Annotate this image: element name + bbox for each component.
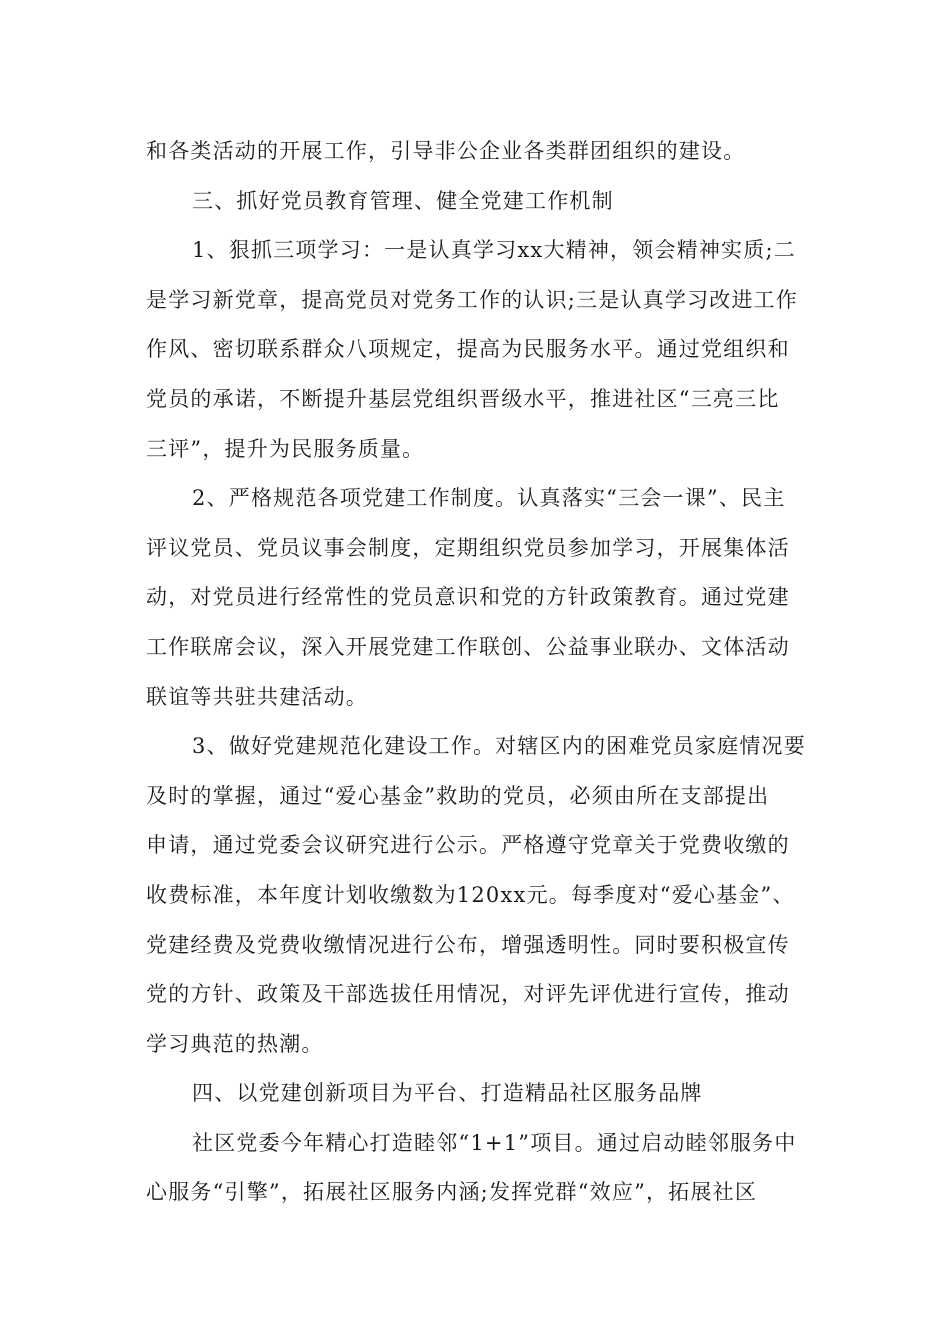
document-body [146, 127, 818, 1218]
text-line: 3、做好党建规范化建设工作。对辖区内的困难党员家庭情况要 [192, 734, 806, 759]
text-line: 三评”，提升为民服务质量。 [146, 436, 425, 461]
text-line: 评议党员、党员议事会制度，定期组织党员参加学习，开展集体活 [146, 535, 790, 560]
text-line: 联谊等共驻共建活动。 [146, 684, 368, 709]
section-heading-3: 三、抓好党员教育管理、健全党建工作机制 [192, 188, 614, 213]
text-line: 1、狠抓三项学习：一是认真学习xx大精神，领会精神实质;二 [192, 238, 796, 263]
text-line: 是学习新党章，提高党员对党务工作的认识;三是认真学习改进工作 [146, 287, 799, 312]
text-line: 学习典范的热潮。 [146, 1031, 324, 1056]
text-line: 动，对党员进行经常性的党员意识和党的方针政策教育。通过党建 [146, 585, 790, 610]
text-line: 和各类活动的开展工作，引导非公企业各类群团组织的建设。 [146, 139, 746, 163]
text-line: 收费标准，本年度计划收缴数为120xx元。每季度对“爱心基金”、 [146, 882, 795, 907]
section-heading-4: 四、以党建创新项目为平台、打造精品社区服务品牌 [192, 1081, 703, 1106]
text-line: 2、严格规范各项党建工作制度。认真落实“三会一课”、民主 [192, 486, 786, 511]
text-line: 党的方针、政策及干部选拔任用情况，对评先评优进行宣传，推动 [146, 982, 790, 1007]
text-line: 社区党委今年精心打造睦邻“1+1”项目。通过启动睦邻服务中 [192, 1130, 797, 1155]
text-line: 及时的掌握，通过“爱心基金”救助的党员，必须由所在支部提出 [146, 783, 770, 808]
text-line: 申请，通过党委会议研究进行公示。严格遵守党章关于党费收缴的 [146, 833, 790, 858]
text-line: 党建经费及党费收缴情况进行公布，增强透明性。同时要积极宣传 [146, 932, 790, 957]
text-line: 心服务“引擎”，拓展社区服务内涵;发挥党群“效应”，拓展社区 [146, 1180, 758, 1205]
text-line: 作风、密切联系群众八项规定，提高为民服务水平。通过党组织和 [146, 337, 790, 362]
text-line: 工作联席会议，深入开展党建工作联创、公益事业联办、文体活动 [146, 634, 790, 659]
text-line: 党员的承诺，不断提升基层党组织晋级水平，推进社区“三亮三比 [146, 386, 780, 411]
